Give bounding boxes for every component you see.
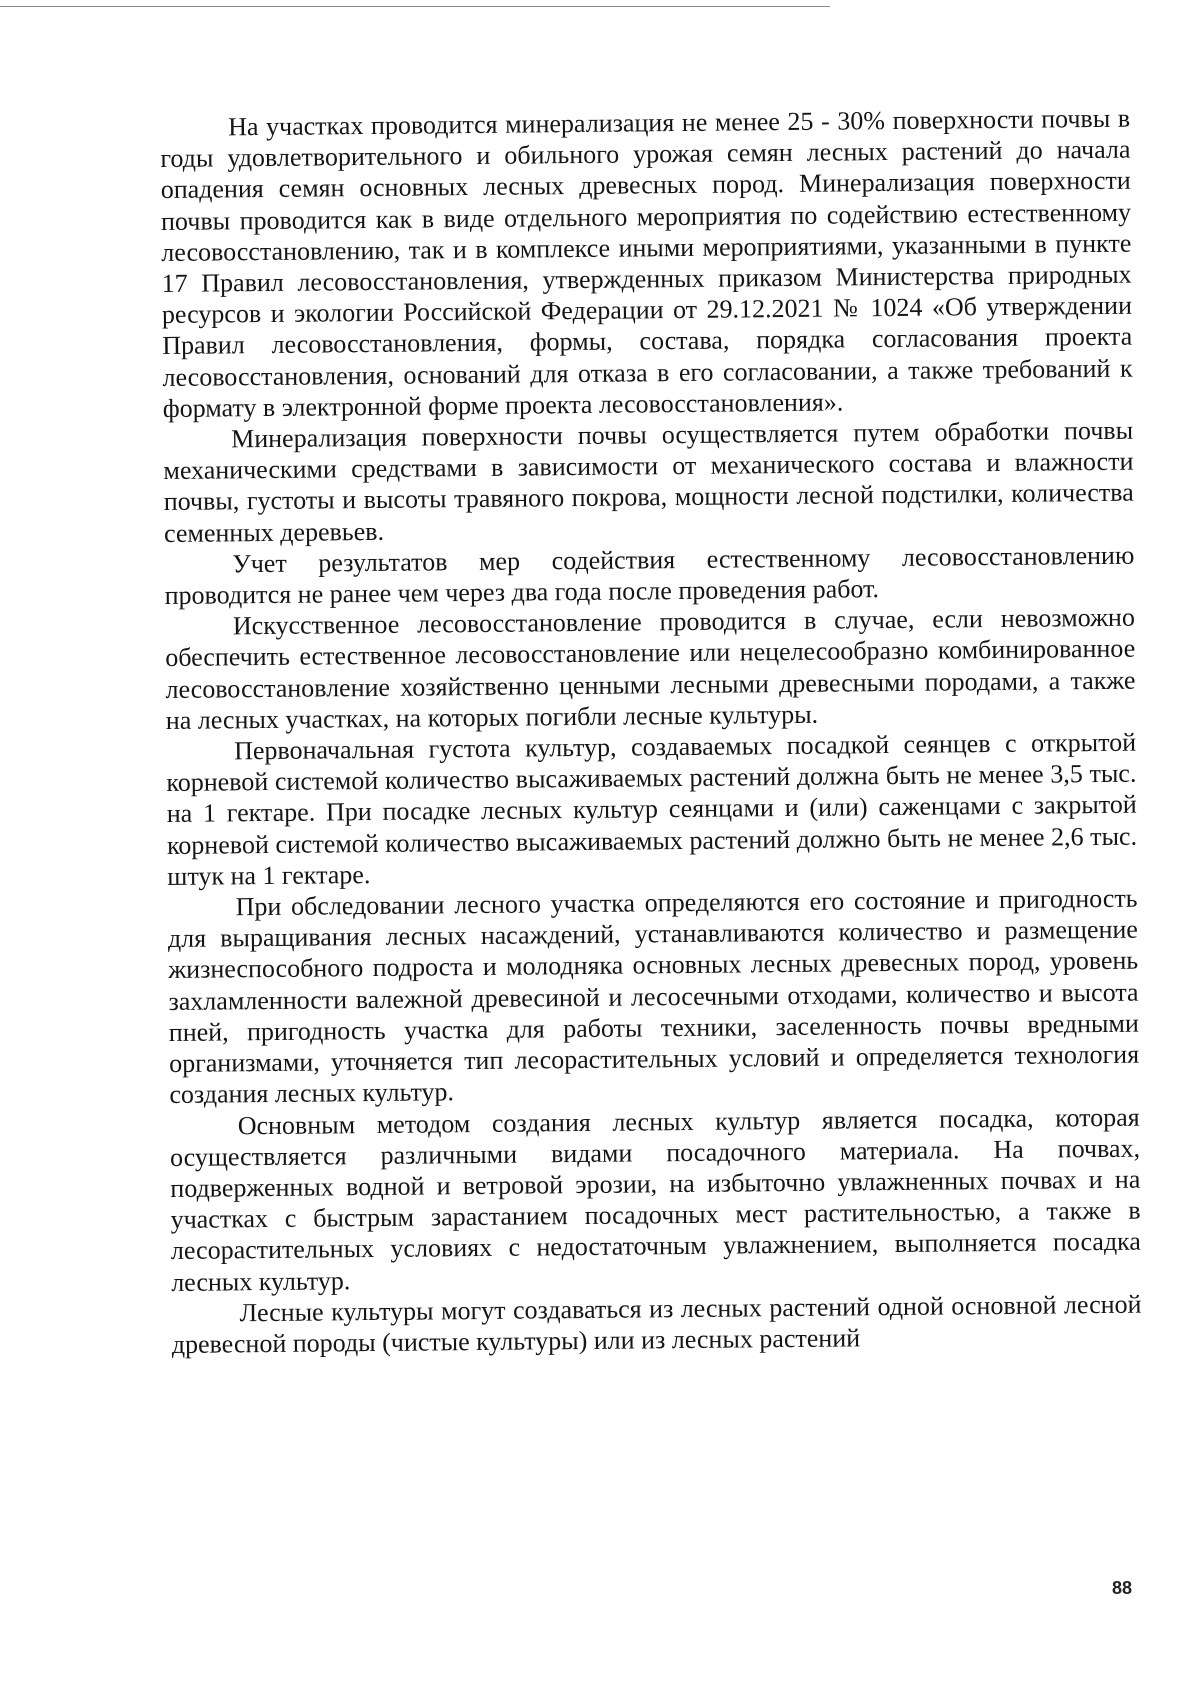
paragraph-mineralization-method: Минерализация поверхности почвы осуществляется путем обработки почвы механическими средствами в зависимости от механического состава и влажности почвы, густоты и высоты травяного покрова, мощности лесной подстилки, количества семенных деревьев. xyxy=(163,415,1134,548)
top-edge-line xyxy=(0,6,830,7)
paragraph-artificial-reforestation: Искусственное лесовосстановление проводится в случае, если невозможно обеспечить естественное лесовосстановление или нецелесообразно комбинированное лесовосстановление хозяйственно ценными лесными древесными породами, а также на лесных участках, на которых погибли лесные культуры. xyxy=(165,602,1136,735)
paragraph-planting-method: Основным методом создания лесных культур является посадка, которая осуществляется различными видами посадочного материала. На почвах, подверженных водной и ветровой эрозии, на избыточно увлажненных почвах и на участках с быстрым зарастанием посадочных мест растительностью, а также в лесорастительных условиях с недостаточным увлажнением, выполняется посадка лесных культур. xyxy=(169,1102,1142,1297)
document-body xyxy=(160,103,1142,1360)
paragraph-pure-cultures: Лесные культуры могут создаваться из лесных растений одной основной лесной древесной породы (чистые культуры) или из лесных растений xyxy=(171,1289,1142,1359)
paragraph-site-survey: При обследовании лесного участка определяются его состояние и пригодность для выращивания лесных насаждений, устанавливаются количество и размещение жизнеспособного подроста и молодняка основных лесных древесных пород, уровень захламленности валежной древесиной и лесосечными отходами, количество и высота пней, пригодность участка для работы техники, заселенность почвы вредными организмами, уточняется тип лесорастительных условий и определяется технология создания лесных культур. xyxy=(167,883,1140,1110)
paragraph-mineralization-conditions: На участках проводится минерализация не менее 25 - 30% поверхности почвы в годы удовлетворительного и обильного урожая семян лесных растений до начала опадения семян основных лесных древесных пород. Минерализация поверхности почвы проводится как в виде отдельного мероприятия по содействию естественному лесовосстановлению, так и в комплексе иными мероприятиями, указанными в пункте 17 Правил лесовосстановления, утвержденных приказом Министерства природных ресурсов и экологии Российской Федерации от 29.12.2021 № 1024 «Об утверждении Правил лесовосстановления, формы, состава, порядка согласования проекта лесовосстановления, оснований для отказа в его согласовании, а также требований к формату в электронной форме проекта лесовосстановления». xyxy=(160,103,1133,423)
paragraph-initial-density: Первоначальная густота культур, создаваемых посадкой сеянцев с открытой корневой системой количество высаживаемых растений должна быть не менее 3,5 тыс. на 1 гектаре. При посадке лесных культур сеянцами и (или) саженцами с закрытой корневой системой количество высаживаемых растений должно быть не менее 2,6 тыс. штук на 1 гектаре. xyxy=(166,727,1138,891)
page-number: 88 xyxy=(1111,1578,1132,1598)
paragraph-results-accounting: Учет результатов мер содействия естественному лесовосстановлению проводится не ранее чем через два года после проведения работ. xyxy=(164,540,1135,611)
